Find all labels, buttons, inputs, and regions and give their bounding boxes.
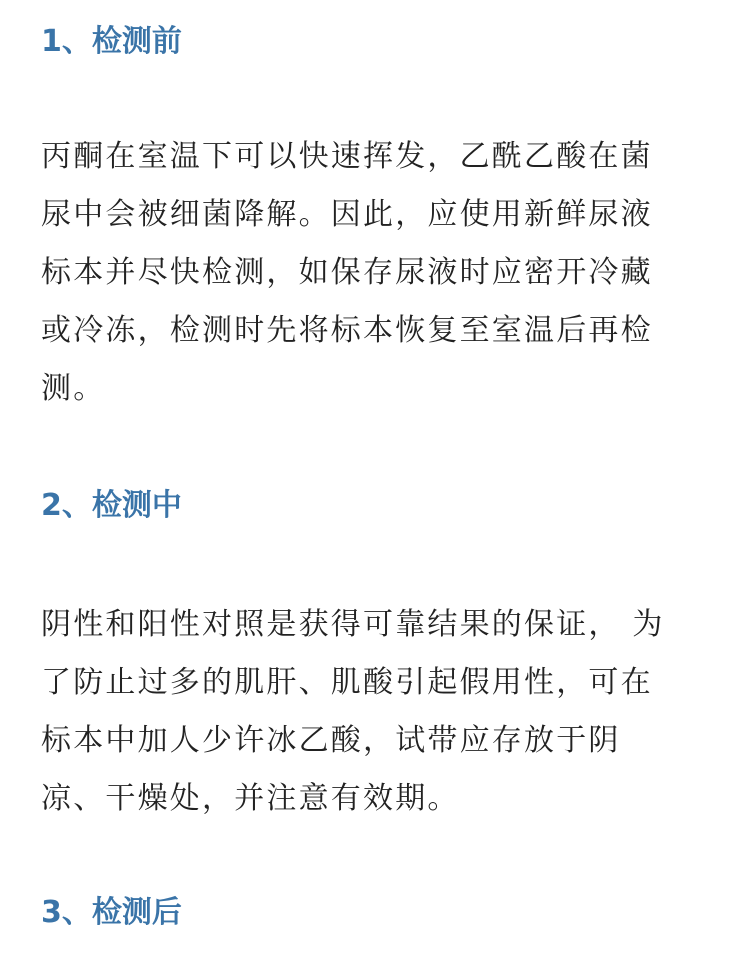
section-1-paragraph [41,128,713,418]
paragraph-line: 标本并尽快检测，如保存尿液时应密开冷藏 [41,255,653,290]
section-2-heading: 2、检测中 [41,488,182,523]
section-2-paragraph [41,596,713,828]
paragraph-line: 了防止过多的肌肝、肌酸引起假用性，可在 [41,665,653,700]
section-1-heading: 1、检测前 [41,24,182,59]
paragraph-line: 凉、干燥处，并注意有效期。 [41,781,460,816]
paragraph-line: 标本中加人少许冰乙酸，试带应存放于阴 [41,723,621,758]
paragraph-line: 测。 [41,371,106,406]
paragraph-line: 或冷冻，检测时先将标本恢复至室温后再检 [41,313,653,348]
paragraph-line: 阴性和阳性对照是获得可靠结果的保证， 为 [41,607,665,642]
paragraph-line: 尿中会被细菌降解。因此，应使用新鲜尿液 [41,197,653,232]
paragraph-line: 丙酮在室温下可以快速挥发，乙酰乙酸在菌 [41,139,653,174]
section-3-heading: 3、检测后 [41,895,182,930]
